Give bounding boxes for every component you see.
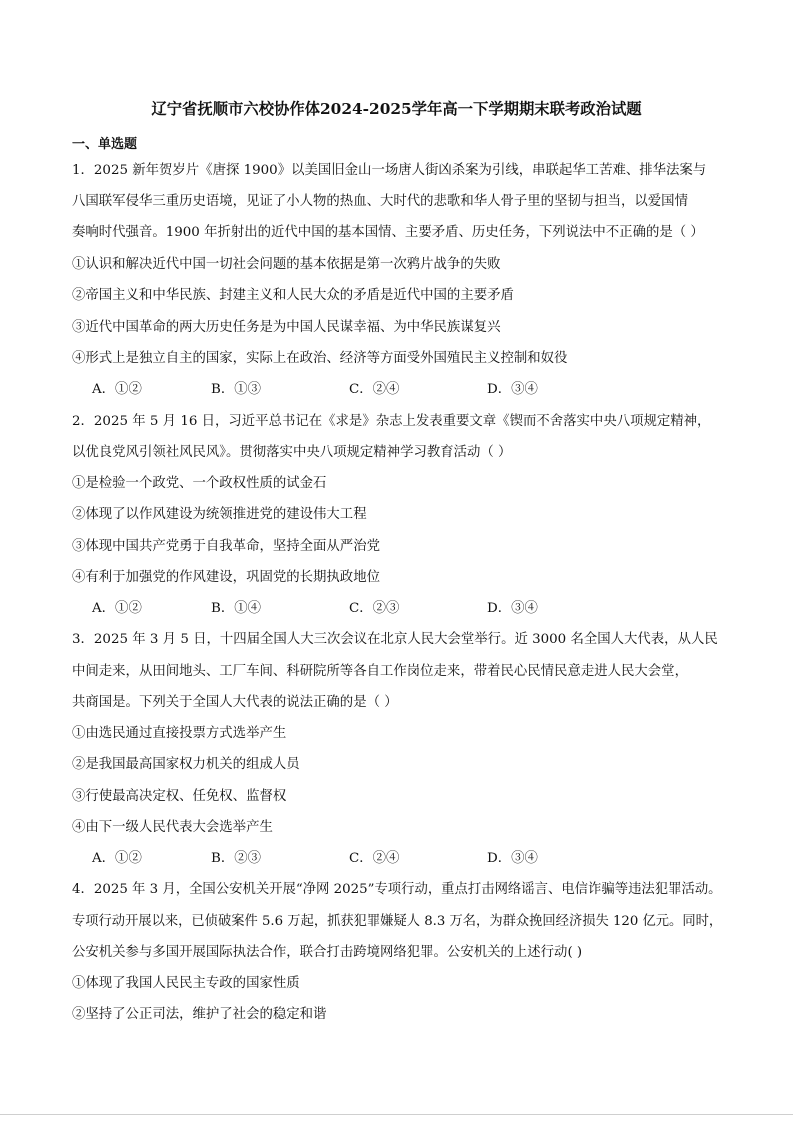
q3-statement-3: ③行使最高决定权、任免权、监督权 — [72, 789, 287, 804]
q1-statement-2: ②帝国主义和中华民族、封建主义和人民大众的矛盾是近代中国的主要矛盾 — [72, 288, 514, 303]
q3-statement-2: ②是我国最高国家权力机关的组成人员 — [72, 757, 300, 772]
q1-option-d: D．③④ — [487, 382, 538, 397]
q1-stem-line-1: 1．2025 新年贺岁片《唐探 1900》以美国旧金山一场唐人街凶杀案为引线，串联起华工苦难、排华法案与 — [72, 163, 707, 178]
q4-statement-2: ②坚持了公正司法，维护了社会的稳定和谐 — [72, 1007, 327, 1022]
q3-stem-line-2: 中间走来，从田间地头、工厂车间、科研院所等各自工作岗位走来，带着民心民情民意走进人民大会堂， — [72, 664, 688, 679]
q2-statement-4: ④有利于加强党的作风建设，巩固党的长期执政地位 — [72, 570, 380, 585]
q3-option-b: B．②③ — [211, 851, 262, 866]
q1-stem-line-2: 八国联军侵华三重历史语境，见证了小人物的热血、大时代的悲歌和华人骨子里的坚韧与担当，以爱国情 — [72, 194, 688, 209]
q2-statement-3: ③体现中国共产党勇于自我革命，坚持全面从严治党 — [72, 539, 380, 554]
q1-option-a: A．①② — [92, 382, 142, 397]
page-bottom-divider — [0, 1114, 793, 1115]
q4-stem-line-1: 4．2025 年 3 月，全国公安机关开展“净网 2025”专项行动，重点打击网络谣言、电信诈骗等违法犯罪活动。 — [72, 882, 722, 897]
q2-option-b: B．①④ — [211, 601, 262, 616]
section-heading: 一、单选题 — [72, 137, 138, 152]
q1-statement-4: ④形式上是独立自主的国家，实际上在政治、经济等方面受外国殖民主义控制和奴役 — [72, 351, 568, 366]
q1-option-c: C．②④ — [349, 382, 400, 397]
q3-option-a: A．①② — [92, 851, 142, 866]
q2-option-a: A．①② — [92, 601, 142, 616]
q2-option-c: C．②③ — [349, 601, 400, 616]
q4-statement-1: ①体现了我国人民民主专政的国家性质 — [72, 976, 300, 991]
q2-option-d: D．③④ — [487, 601, 538, 616]
q3-statement-1: ①由选民通过直接投票方式选举产生 — [72, 726, 287, 741]
q3-stem-line-1: 3．2025 年 3 月 5 日，十四届全国人大三次会议在北京人民大会堂举行。近 3000 名全国人大代表，从人民 — [72, 632, 718, 647]
q1-statement-3: ③近代中国革命的两大历史任务是为中国人民谋幸福、为中华民族谋复兴 — [72, 320, 501, 335]
q1-statement-1: ①认识和解决近代中国一切社会问题的基本依据是第一次鸦片战争的失败 — [72, 257, 501, 272]
q4-stem-line-2: 专项行动开展以来，已侦破案件 5.6 万起，抓获犯罪嫌疑人 8.3 万名，为群众挽回经济损失 120 亿元。同时， — [72, 914, 723, 929]
q3-option-c: C．②④ — [349, 851, 400, 866]
q2-stem-line-2: 以优良党风引领社风民风》。贯彻落实中央八项规定精神学习教育活动（ ） — [72, 445, 512, 460]
exam-title: 辽宁省抚顺市六校协作体2024-2025学年高一下学期期末联考政治试题 — [151, 100, 642, 118]
q1-option-b: B．①③ — [211, 382, 262, 397]
q3-statement-4: ④由下一级人民代表大会选举产生 — [72, 820, 273, 835]
q4-stem-line-3: 公安机关参与多国开展国际执法合作，联合打击跨境网络犯罪。公安机关的上述行动( ) — [72, 945, 583, 960]
q1-stem-line-3: 奏响时代强音。1900 年折射出的近代中国的基本国情、主要矛盾、历史任务，下列说法中不正确的是（ ） — [72, 225, 704, 240]
q2-statement-2: ②体现了以作风建设为统领推进党的建设伟大工程 — [72, 507, 367, 522]
q3-option-d: D．③④ — [487, 851, 538, 866]
q3-stem-line-3: 共商国是。下列关于全国人大代表的说法正确的是（ ） — [72, 695, 398, 710]
q2-statement-1: ①是检验一个政党、一个政权性质的试金石 — [72, 476, 327, 491]
q2-stem-line-1: 2．2025 年 5 月 16 日，习近平总书记在《求是》杂志上发表重要文章《锲而不舍落实中央八项规定精神， — [72, 414, 711, 429]
